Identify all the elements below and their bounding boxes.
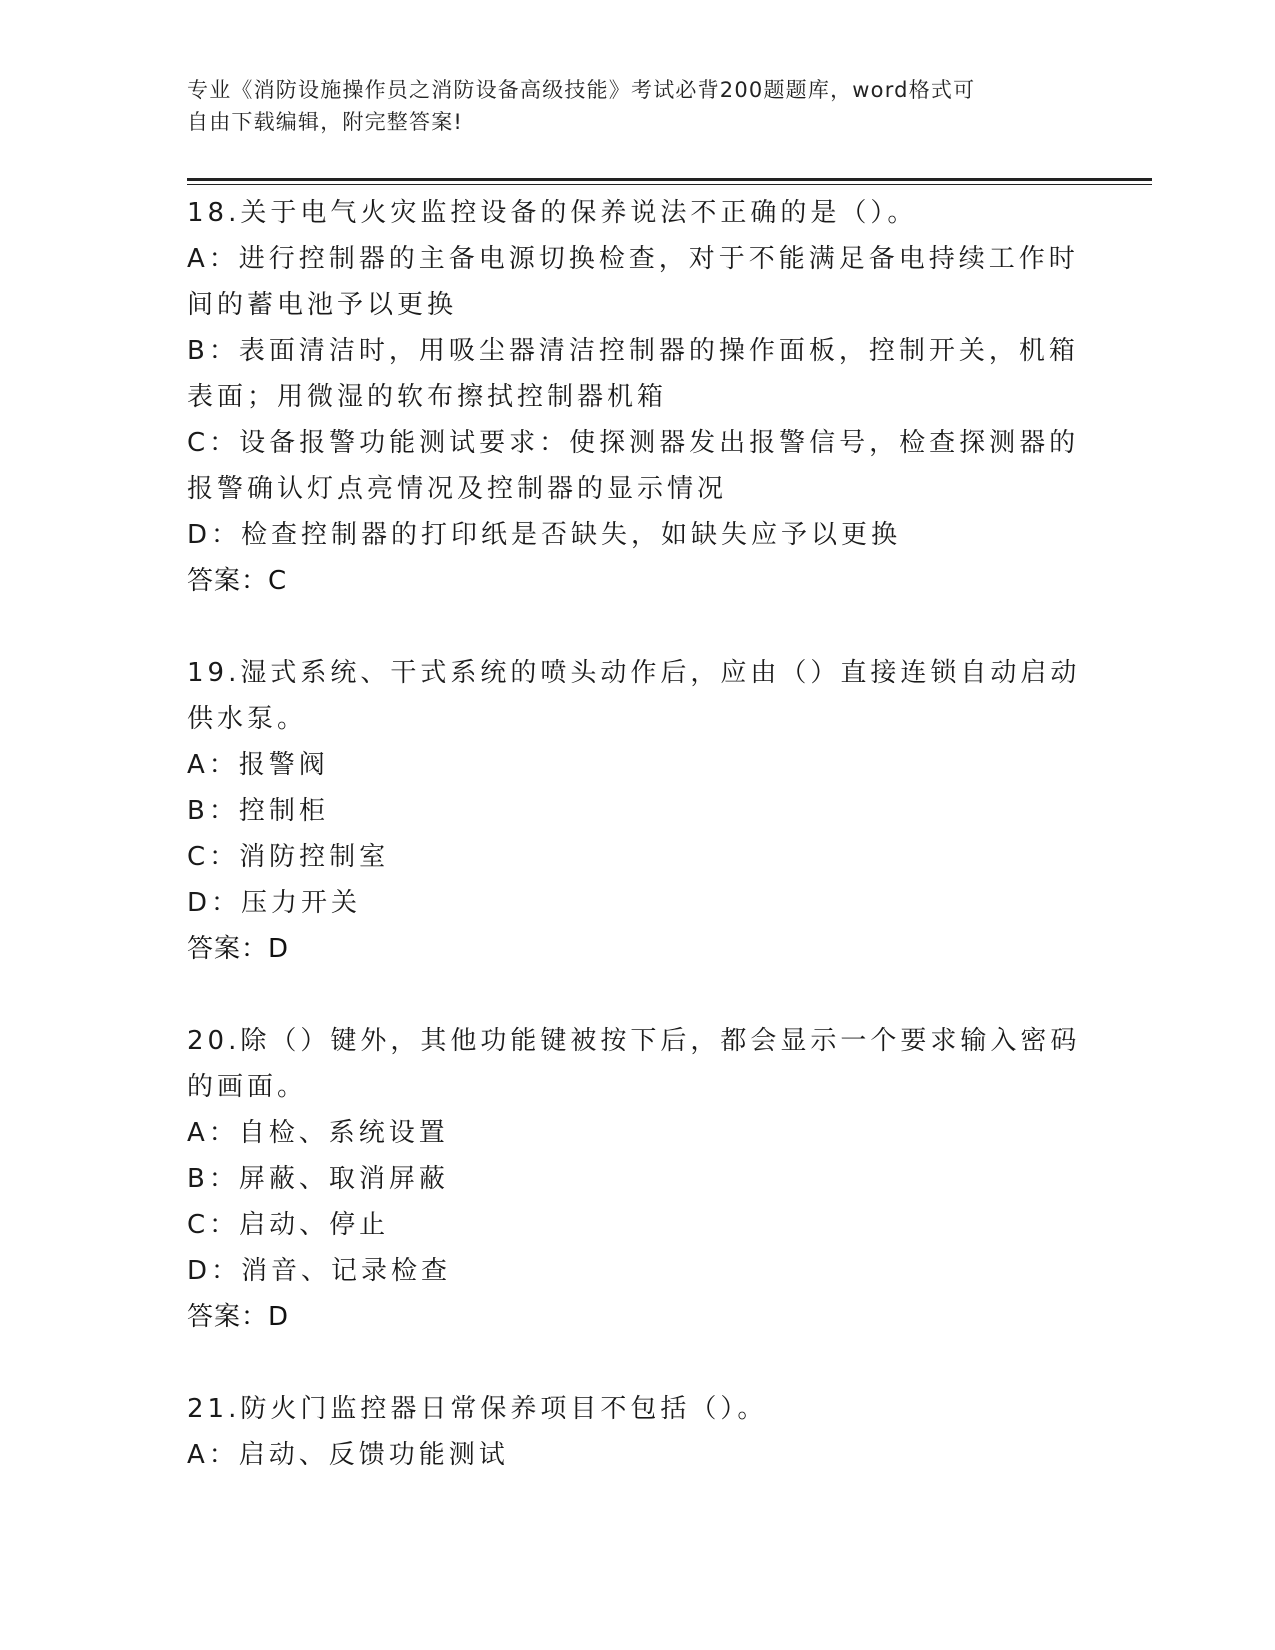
option-c: C：设备报警功能测试要求：使探测器发出报警信号，检查探测器的报警确认灯点亮情况及控制器的显示情况 [187,428,1080,504]
option-d: D：检查控制器的打印纸是否缺失，如缺失应予以更换 [187,520,902,550]
option-b: B：表面清洁时，用吸尘器清洁控制器的操作面板，控制开关，机箱表面；用微湿的软布擦拭控制器机箱 [187,336,1079,412]
question-20 [187,1018,1092,1340]
option-d: D：消音、记录检查 [187,1256,452,1286]
header-line-1: 专业《消防设施操作员之消防设备高级技能》考试必背200题题库，word格式可 [187,78,976,102]
header-line-2: 自由下载编辑，附完整答案! [187,110,464,134]
option-a: A：启动、反馈功能测试 [187,1440,509,1470]
question-list [187,190,1092,1524]
answer: 答案：D [187,1302,290,1332]
option-c: C：启动、停止 [187,1210,390,1240]
option-b: B：控制柜 [187,796,329,826]
option-c: C：消防控制室 [187,842,390,872]
question-21 [187,1386,1092,1478]
question-19 [187,650,1092,972]
question-stem: 20.除（）键外，其他功能键被按下后，都会显示一个要求输入密码的画面。 [187,1026,1081,1102]
option-d: D：压力开关 [187,888,362,918]
header-divider-thick [187,178,1152,181]
option-a: A：报警阀 [187,750,329,780]
option-a: A：进行控制器的主备电源切换检查，对于不能满足备电持续工作时间的蓄电池予以更换 [187,244,1079,320]
option-b: B：屏蔽、取消屏蔽 [187,1164,449,1194]
answer: 答案：D [187,934,290,964]
question-stem: 19.湿式系统、干式系统的喷头动作后，应由（）直接连锁自动启动供水泵。 [187,658,1081,734]
question-stem: 21.防火门监控器日常保养项目不包括（）。 [187,1394,768,1424]
document-header [187,74,1087,138]
header-divider-thin [187,184,1152,185]
answer: 答案：C [187,566,288,596]
option-a: A：自检、系统设置 [187,1118,449,1148]
question-18 [187,190,1092,604]
question-stem: 18.关于电气火灾监控设备的保养说法不正确的是（）。 [187,198,918,228]
